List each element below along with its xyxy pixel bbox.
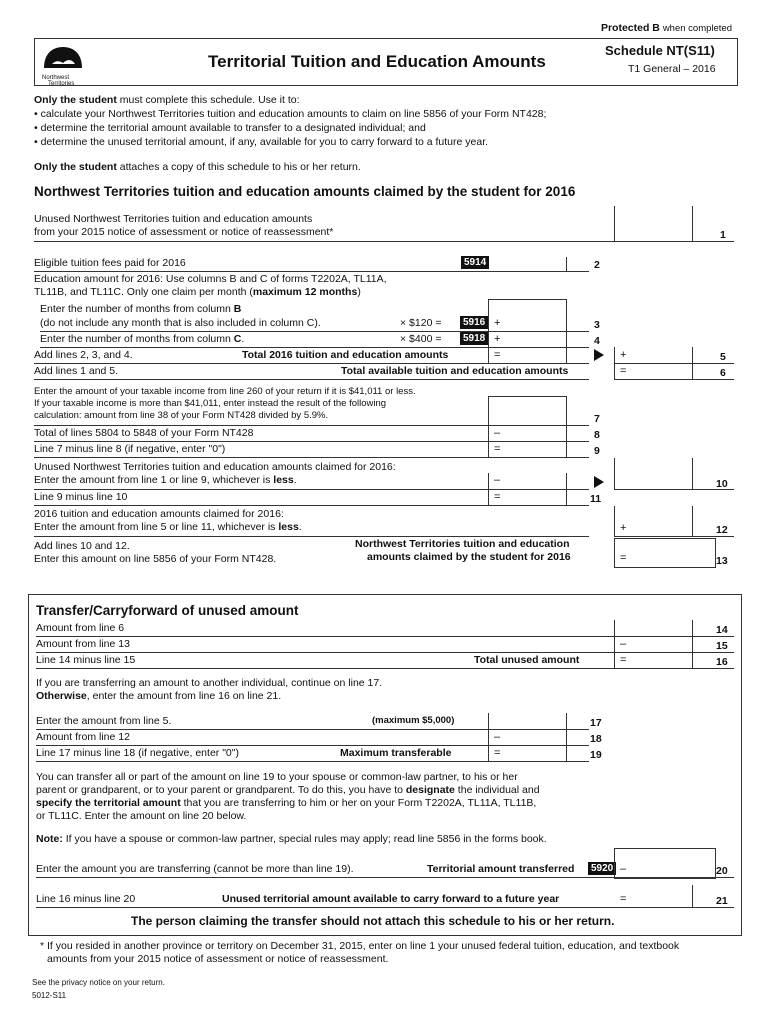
line16-total: Total unused amount <box>474 654 580 666</box>
line21-total: Unused territorial amount available to carry forward to a future year <box>222 893 560 905</box>
section1-heading: Northwest Territories tuition and education amounts claimed by the student for 2016 <box>34 184 576 199</box>
line18-label: Amount from line 12 <box>36 731 130 743</box>
nwt-logo: Northwest Territories <box>40 44 86 82</box>
line13-label-a: Add lines 10 and 12. <box>34 540 130 552</box>
transfer-para-2: parent or grandparent, or to your parent or grandparent. To do this, you have to designate the individual and <box>36 784 540 796</box>
transfer-section <box>28 594 742 936</box>
line7-label-b: If your taxable income is more than $41,011, enter instead the result of the following <box>34 398 387 409</box>
spouse-note: Note: If you have a spouse or common-law partner, special rules may apply; read line 5856 in the forms book. <box>36 833 547 845</box>
line12-label-a: 2016 tuition and education amounts claimed for 2016: <box>34 508 284 520</box>
intro-bullet: • calculate your Northwest Territories tuition and education amounts to claim on line 5856 of your Form NT428; <box>34 108 547 120</box>
code-5918: 5918 <box>460 332 488 345</box>
form-page: Protected B when completed Northwest Territories Territorial Tuition and Education Amounts Schedule NT(S11) T1 General – 2016 Only the student must complete this schedule. Use it to: • calculate your Northwest Territories tuition and education amounts to claim on line 5856 of your Form NT428; • determine the territorial amount available to transfer to a designated individual; and • determine the unused territorial amount, if any, available for you to carry forward to a future year. Only the student attaches a copy of this schedule to his or her return. Northwest Territories tuition and education amounts claimed by the student for 2016 Unused Northwest Territories tuition and education amounts from your 2015 notice of assessment or notice of reassessment* 1 Eligible tuition fees paid for 2016 5914 2 Education amount for 2016: Use columns B and C of forms T2202A, TL11A, TL11B, and TL11C. Only one claim per month (maximum 12 months) Enter the number of months from column B (do not include any month that is also included in column C). × $120 = 5916 + 3 Enter the number of months from column C. × $400 = 5918 + 4 Add lines 2, 3, and 4. Total 2016 tuition and education amounts = + 5 Add lines 1 and 5. Total available tuition and education amounts = 6 Enter the amount of your taxable income from line 260 of your return if it is $41,011 or less. If your taxable income is more than $41,011, enter instead the result of the following calculation: amount from line 38 of your Form NT428 divided by 5.9%. 7 Total of lines 5804 to 5848 of your Form NT428 – 8 Line 7 minus line 8 (if negative, enter "0") = 9 Unused Northwest Territories tuition and education amounts claimed for 2016: Enter the amount from line 1 or line 9, whichever is less. – 10 Line 9 minus line 10 = 11 2016 tuition and education amounts claimed for 2016: Enter the amount from line 5 or line 11, whichever is less. + 12 Add lines 10 and 12. Enter this amount on line 5856 of your Form NT428. Northwest Territories tuition and education amounts claimed by the student for 2016 = 13 Transfer/Carryforward of unused amount Amount from line 6 14 Amount from line 13 – 15 Line 14 minus line 15 Total unused amount = 16 If you are transferring an amount to another individual, continue on line 17. Otherwise, enter the amount from line 16 on line 21. Enter the amount from line 5. (maximum $5,000) 17 Amount from line 12 – 18 Line 17 minus line 18 (if negative, enter "0") Maximum transferable = 19 You can transfer all or part of the amount on line 19 to your spouse or common-law partner, to his or her parent or grandparent, or to your parent or grandparent. To do this, you have to designate the individual and specify the territorial amount that you are transferring to him or her on your Form T2202A, TL11A, TL11B, or TL11C. Enter the amount on line 20 below. Note: If you have a spouse or common-law partner, special rules may apply; read line 5856 in the forms book. Enter the amount you are transferring (cannot be more than line 19). Territorial amount transferred 5920 – 20 Line 16 minus line 20 Unused territorial amount available to carry forward to a future year = 21 The person claiming the transfer should not attach this schedule to his or her return. * If you resided in another province or territory on December 31, 2015, enter on line 1 your unused federal tuition, education, and textbook amounts from your 2015 notice of assessment or notice of reassessment. See the privacy notice on your return. 5012-S11 <box>0 0 770 1024</box>
intro-line: Only the student must complete this schedule. Use it to: <box>34 94 300 106</box>
line13-total-a: Northwest Territories tuition and education <box>355 538 570 550</box>
code-5916: 5916 <box>460 316 488 329</box>
line16-label: Line 14 minus line 15 <box>36 654 136 666</box>
edu-label-b: TL11B, and TL11C. Only one claim per month (maximum 12 months) <box>34 286 361 298</box>
edu-label-a: Education amount for 2016: Use columns B and C of forms T2202A, TL11A, <box>34 273 387 285</box>
protected-label: Protected B when completed <box>600 22 732 34</box>
form-title: Territorial Tuition and Education Amounts <box>208 52 546 71</box>
polar-bear-icon <box>40 44 86 70</box>
line9-label: Line 7 minus line 8 (if negative, enter "0") <box>34 443 226 455</box>
line3-label-a: Enter the number of months from column B <box>40 303 242 315</box>
code-5920: 5920 <box>588 862 616 875</box>
privacy-notice: See the privacy notice on your return. <box>32 978 165 987</box>
line10-label-a: Unused Northwest Territories tuition and education amounts claimed for 2016: <box>34 461 396 473</box>
line13-input[interactable] <box>614 538 716 568</box>
attach-note: Only the student attaches a copy of this schedule to his or her return. <box>34 161 361 173</box>
line1-label-a: Unused Northwest Territories tuition and education amounts <box>34 213 313 225</box>
transfer-para-3: specify the territorial amount that you are transferring to him or her on your Form T2202A, TL11A, TL11B, <box>36 797 537 809</box>
line1-input[interactable] <box>616 224 691 240</box>
line19-label: Line 17 minus line 18 (if negative, enter "0") <box>36 747 239 759</box>
intro-bullet: • determine the unused territorial amount, if any, available for you to carry forward to a future year. <box>34 136 489 148</box>
line20-total: Territorial amount transferred <box>427 863 575 875</box>
arrow-icon <box>594 476 604 488</box>
line13-label-b: Enter this amount on line 5856 of your Form NT428. <box>34 553 277 565</box>
line12-label-b: Enter the amount from line 5 or line 11, whichever is less. <box>34 521 302 533</box>
code-5914: 5914 <box>461 256 489 269</box>
line5-total: Total 2016 tuition and education amounts <box>242 349 449 361</box>
line3-multiplier: × $120 = <box>400 317 442 329</box>
line6-label: Add lines 1 and 5. <box>34 365 119 377</box>
section2-heading: Transfer/Carryforward of unused amount <box>36 603 299 618</box>
line4-multiplier: × $400 = <box>400 333 442 345</box>
line4-label: Enter the number of months from column C. <box>40 333 245 345</box>
schedule-id: Schedule NT(S11) <box>605 43 715 58</box>
footnote-b: amounts from your 2015 notice of assessment or notice of reassessment. <box>47 953 389 965</box>
line17-label: Enter the amount from line 5. <box>36 715 172 727</box>
line3-label-b: (do not include any month that is also included in column C). <box>40 317 321 329</box>
line2-input[interactable] <box>490 255 565 271</box>
line2-label: Eligible tuition fees paid for 2016 <box>34 257 186 269</box>
line10-label-b: Enter the amount from line 1 or line 9, whichever is less. <box>34 474 297 486</box>
intro-bullet: • determine the territorial amount available to transfer to a designated individual; and <box>34 122 426 134</box>
line20-label: Enter the amount you are transferring (cannot be more than line 19). <box>36 863 354 875</box>
arrow-icon <box>594 349 604 361</box>
line8-label: Total of lines 5804 to 5848 of your Form NT428 <box>34 427 254 439</box>
line7-label-a: Enter the amount of your taxable income from line 260 of your return if it is $41,011 or less. <box>34 386 416 397</box>
line21-label: Line 16 minus line 20 <box>36 893 136 905</box>
line1-label-b: from your 2015 notice of assessment or notice of reassessment* <box>34 226 334 238</box>
line5-label: Add lines 2, 3, and 4. <box>34 349 133 361</box>
footnote-a: * If you resided in another province or territory on December 31, 2015, enter on line 1 your unused federal tuition, education, and textbook <box>40 940 680 952</box>
line11-label: Line 9 minus line 10 <box>34 491 128 503</box>
transfer-instructions-a: If you are transferring an amount to another individual, continue on line 17. <box>36 677 383 689</box>
line15-label: Amount from line 13 <box>36 638 130 650</box>
line7-label-c: calculation: amount from line 38 of your Form NT428 divided by 5.9%. <box>34 410 329 421</box>
line6-total: Total available tuition and education amounts <box>341 365 569 377</box>
transfer-para-4: or TL11C. Enter the amount on line 20 below. <box>36 810 247 822</box>
form-number: 5012-S11 <box>32 991 67 1000</box>
line20-input[interactable] <box>614 848 716 879</box>
form-year: T1 General – 2016 <box>628 63 716 75</box>
line13-total-b: amounts claimed by the student for 2016 <box>367 551 571 563</box>
line17-max: (maximum $5,000) <box>372 715 455 726</box>
transfer-instructions-b: Otherwise, enter the amount from line 16 on line 21. <box>36 690 282 702</box>
closing-notice: The person claiming the transfer should not attach this schedule to his or her return. <box>131 914 615 928</box>
line14-label: Amount from line 6 <box>36 622 125 634</box>
transfer-para-1: You can transfer all or part of the amount on line 19 to your spouse or common-law partner, to his or her <box>36 771 518 783</box>
line19-total: Maximum transferable <box>340 747 452 759</box>
